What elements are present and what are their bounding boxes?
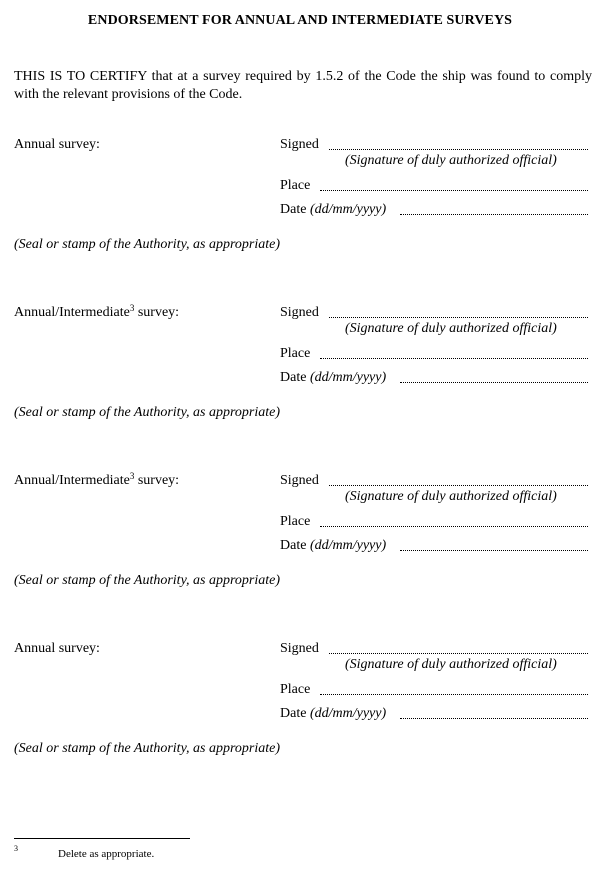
signed-row	[280, 641, 319, 657]
place-label: Place	[280, 178, 311, 193]
date-label: Date	[280, 370, 307, 385]
signature-line[interactable]	[329, 653, 588, 654]
signed-row	[280, 137, 319, 153]
date-line[interactable]	[400, 214, 588, 215]
signature-line[interactable]	[329, 317, 588, 318]
footnote-ref: 3	[129, 303, 135, 313]
place-label: Place	[280, 514, 311, 529]
survey-section-3	[0, 473, 600, 613]
signature-line[interactable]	[329, 485, 588, 486]
place-line[interactable]	[320, 358, 588, 359]
place-row	[280, 178, 310, 194]
place-row	[280, 682, 310, 698]
date-format: (dd/mm/yyyy)	[309, 538, 387, 553]
date-label: Date	[280, 538, 307, 553]
survey-type-label: Annual/Intermediate$^3$ survey:	[14, 471, 180, 488]
document-title: ENDORSEMENT FOR ANNUAL AND INTERMEDIATE SURVEYS	[87, 13, 513, 28]
signature-line[interactable]	[329, 149, 588, 150]
place-label: Place	[280, 346, 311, 361]
place-row	[280, 346, 310, 362]
place-line[interactable]	[320, 694, 588, 695]
date-format: (dd/mm/yyyy)	[309, 706, 387, 721]
footnote-mark: 3	[14, 844, 18, 853]
date-row	[280, 706, 386, 722]
date-format: (dd/mm/yyyy)	[309, 202, 387, 217]
date-row	[280, 202, 386, 218]
survey-section-4	[0, 641, 600, 781]
certification-statement: THIS IS TO CERTIFY that at a survey required by 1.5.2 of the Code the ship was found to comply with the relevant provisions of the Code.	[14, 69, 592, 102]
date-row	[280, 370, 386, 386]
footnote-text: Delete as appropriate.	[58, 848, 155, 860]
seal-note: (Seal or stamp of the Authority, as appropriate)	[14, 573, 280, 588]
signed-label: Signed	[280, 641, 319, 656]
date-label: Date	[280, 202, 307, 217]
signed-row	[280, 305, 319, 321]
survey-section-2	[0, 305, 600, 445]
survey-type-label: Annual survey:	[14, 641, 100, 656]
place-line[interactable]	[320, 526, 588, 527]
place-line[interactable]	[320, 190, 588, 191]
date-label: Date	[280, 706, 307, 721]
survey-type-label: Annual survey:	[14, 137, 100, 152]
place-row	[280, 514, 310, 530]
signed-label: Signed	[280, 473, 319, 488]
seal-note: (Seal or stamp of the Authority, as appropriate)	[14, 741, 280, 756]
date-row	[280, 538, 386, 554]
signature-caption: (Signature of duly authorized official)	[345, 657, 557, 672]
signature-caption: (Signature of duly authorized official)	[345, 153, 557, 168]
footnote-divider	[14, 838, 190, 839]
date-line[interactable]	[400, 382, 588, 383]
seal-note: (Seal or stamp of the Authority, as appropriate)	[14, 405, 280, 420]
date-line[interactable]	[400, 718, 588, 719]
signature-caption: (Signature of duly authorized official)	[345, 321, 557, 336]
survey-section-1	[0, 137, 600, 277]
signed-label: Signed	[280, 305, 319, 320]
date-line[interactable]	[400, 550, 588, 551]
place-label: Place	[280, 682, 311, 697]
signed-label: Signed	[280, 137, 319, 152]
signature-caption: (Signature of duly authorized official)	[345, 489, 557, 504]
survey-type-label: Annual/Intermediate$^3$ survey:	[14, 303, 180, 320]
date-format: (dd/mm/yyyy)	[309, 370, 387, 385]
seal-note: (Seal or stamp of the Authority, as appropriate)	[14, 237, 280, 252]
signed-row	[280, 473, 319, 489]
footnote-ref: 3	[129, 471, 135, 481]
